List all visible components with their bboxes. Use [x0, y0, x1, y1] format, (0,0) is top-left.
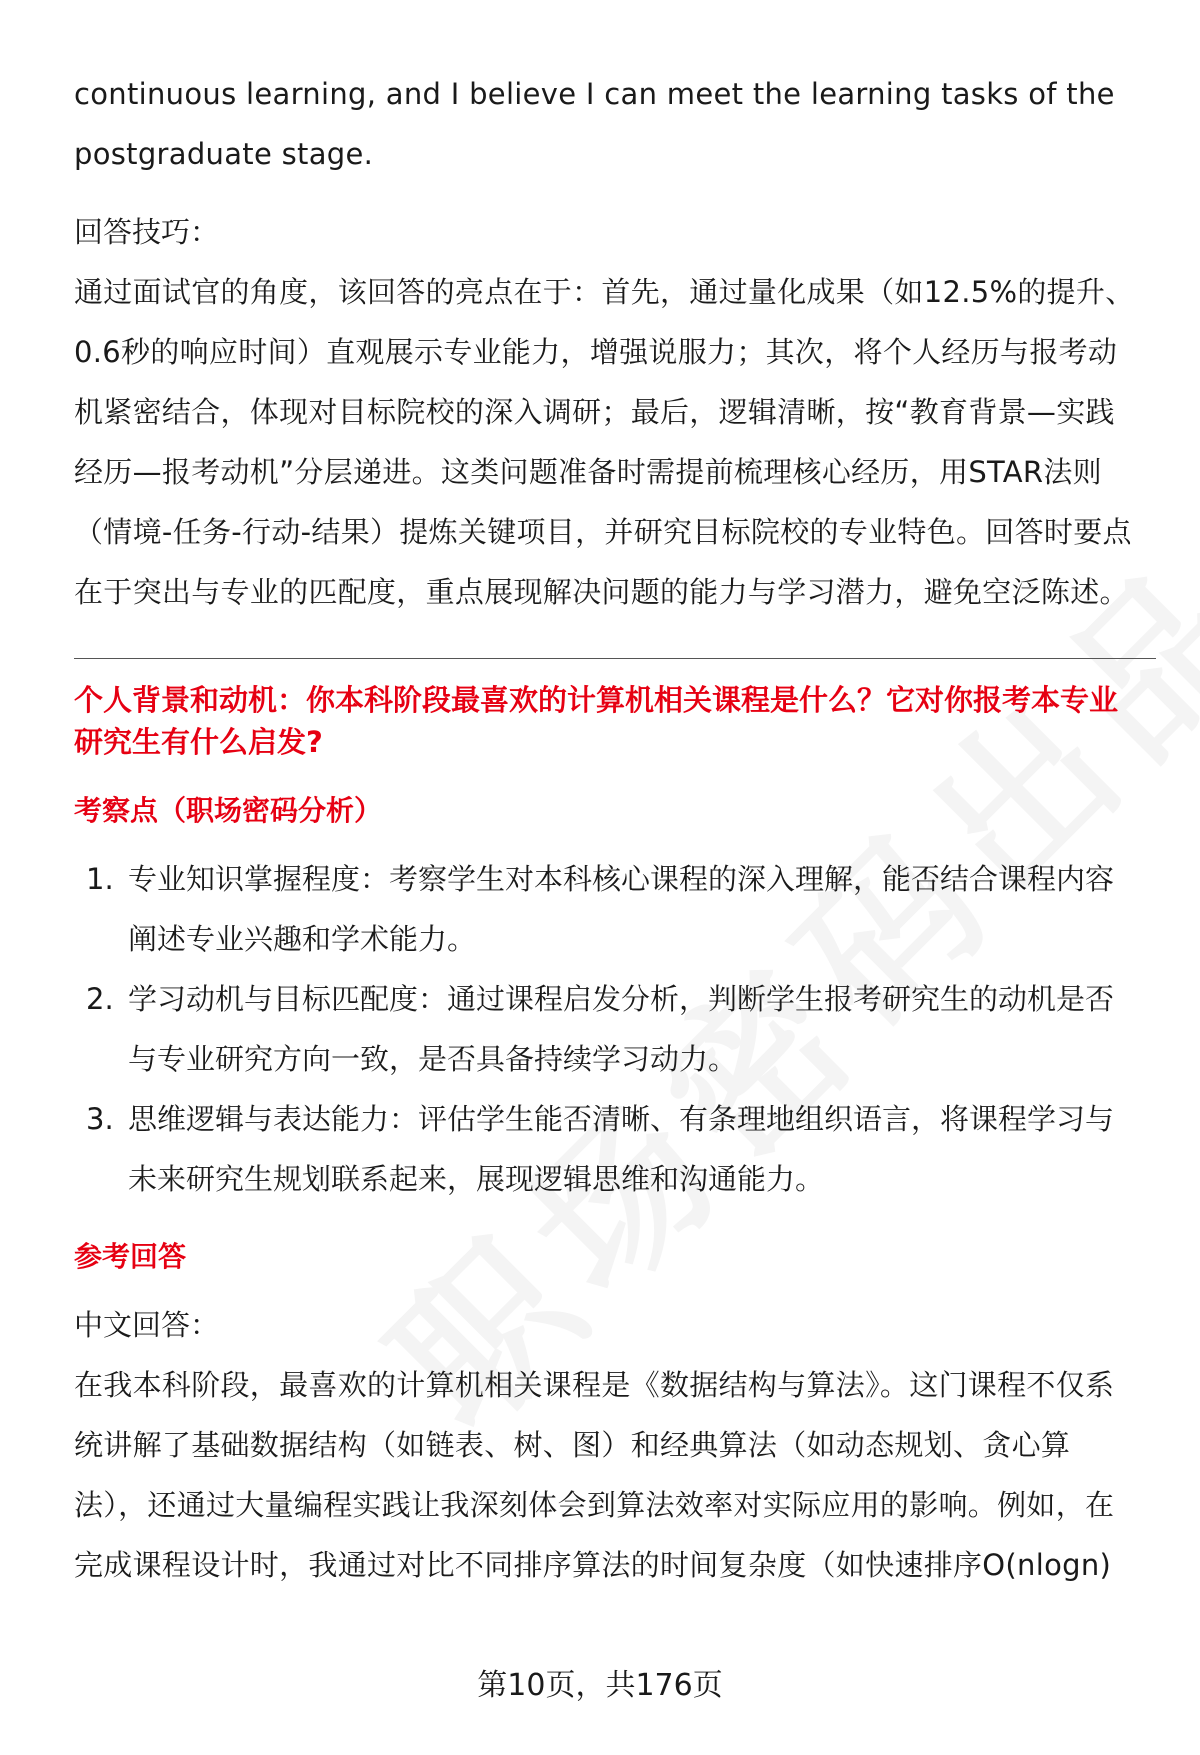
reference-paragraph: [74, 1355, 1156, 1595]
text-line: postgraduate stage.: [74, 137, 374, 171]
text-line: 机紧密结合，体现对目标院校的深入调研；最后，逻辑清晰，按“教育背景—实践: [74, 395, 1115, 429]
assessment-list: [74, 849, 1156, 1209]
text-line: 完成课程设计时，我通过对比不同排序算法的时间复杂度（如快速排序O(nlogn): [74, 1548, 1112, 1582]
reference-label: 中文回答：: [74, 1308, 220, 1342]
question-line: 个人背景和动机：你本科阶段最喜欢的计算机相关课程是什么？它对你报考本专业: [74, 683, 1119, 717]
tips-label: 回答技巧：: [74, 215, 220, 249]
list-item-text: [128, 849, 1156, 969]
section-divider: [74, 658, 1156, 659]
text-line: continuous learning, and I believe I can meet the learning tasks of the: [74, 77, 1115, 111]
list-number: 1.: [86, 862, 114, 896]
text-line: 阐述专业兴趣和学术能力。: [128, 922, 477, 956]
page-number: 第10页，共176页: [477, 1668, 723, 1703]
list-number: 3.: [86, 1102, 114, 1136]
tips-paragraph: [74, 262, 1156, 622]
text-line: 经历—报考动机”分层递进。这类问题准备时需提前梳理核心经历，用STAR法则: [74, 455, 1102, 489]
list-item: [74, 969, 1156, 1089]
text-line: 法），还通过大量编程实践让我深刻体会到算法效率对实际应用的影响。例如，在: [74, 1488, 1115, 1522]
text-line: 统讲解了基础数据结构（如链表、树、图）和经典算法（如动态规划、贪心算: [74, 1428, 1071, 1462]
list-item-text: [128, 1089, 1156, 1209]
question-heading: [74, 679, 1156, 763]
text-line: 在我本科阶段，最喜欢的计算机相关课程是《数据结构与算法》。这门课程不仅系: [74, 1368, 1115, 1402]
text-line: 学习动机与目标匹配度：通过课程启发分析，判断学生报考研究生的动机是否: [128, 982, 1115, 1016]
list-item: [74, 1089, 1156, 1209]
text-line: 通过面试官的角度，该回答的亮点在于：首先，通过量化成果（如12.5%的提升、: [74, 275, 1135, 309]
text-line: 未来研究生规划联系起来，展现逻辑思维和沟通能力。: [128, 1162, 825, 1196]
text-line: 在于突出与专业的匹配度，重点展现解决问题的能力与学习潜力，避免空泛陈述。: [74, 575, 1129, 609]
text-line: 思维逻辑与表达能力：评估学生能否清晰、有条理地组织语言，将课程学习与: [128, 1102, 1115, 1136]
page-content: [74, 64, 1156, 1595]
list-item: [74, 849, 1156, 969]
list-number: 2.: [86, 982, 114, 1016]
list-item-text: [128, 969, 1156, 1089]
text-line: 专业知识掌握程度：考察学生对本科核心课程的深入理解，能否结合课程内容: [128, 862, 1115, 896]
intro-paragraph: [74, 64, 1156, 184]
assessment-title: 考察点（职场密码分析）: [74, 794, 383, 827]
text-line: 与专业研究方向一致，是否具备持续学习动力。: [128, 1042, 738, 1076]
text-line: （情境-任务-行动-结果）提炼关键项目，并研究目标院校的专业特色。回答时要点: [74, 515, 1132, 549]
question-line: 研究生有什么启发?: [74, 725, 323, 759]
reference-title: 参考回答: [74, 1240, 187, 1273]
text-line: 0.6秒的响应时间）直观展示专业能力，增强说服力；其次，将个人经历与报考动: [74, 335, 1118, 369]
